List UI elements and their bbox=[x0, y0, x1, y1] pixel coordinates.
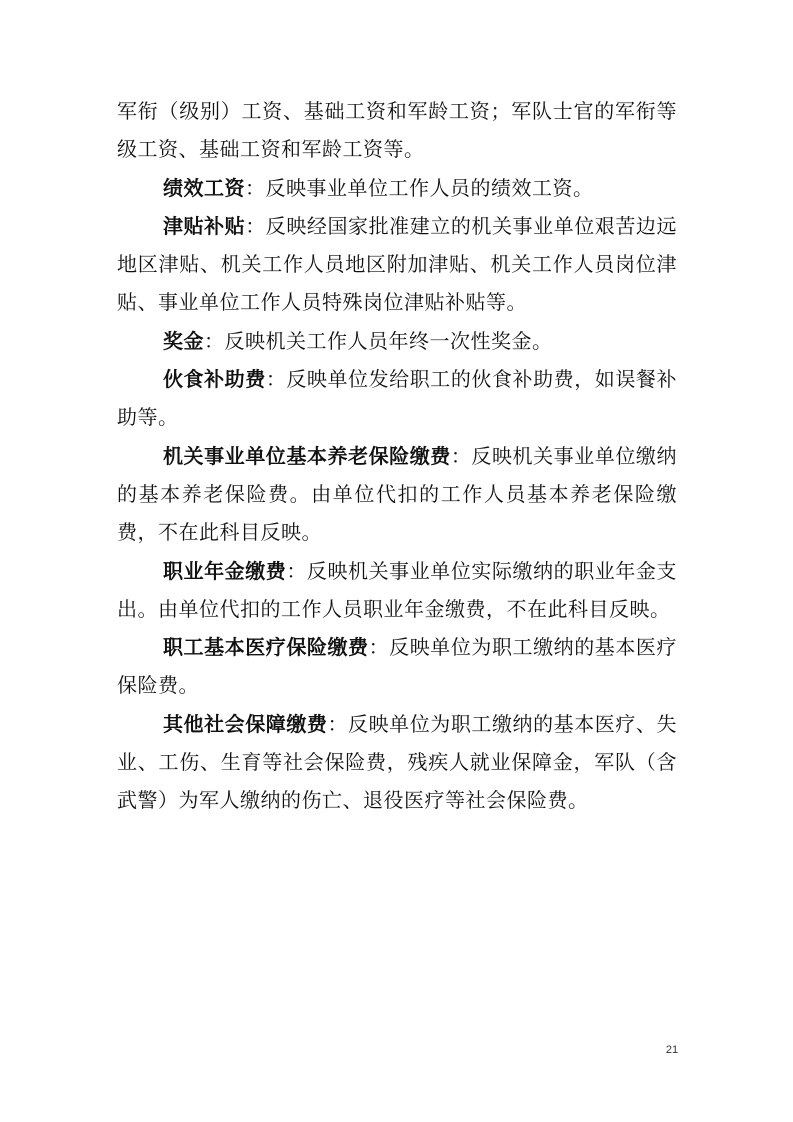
paragraph-meal-subsidy bbox=[117, 360, 677, 437]
paragraph-bonus bbox=[117, 322, 677, 360]
definition-basic-medical-insurance: ：反映单位为职工缴纳的基本医疗保险费。 bbox=[117, 635, 677, 698]
definition-occupational-annuity: ：反映机关事业单位实际缴纳的职业年金支出。由单位代扣的工作人员职业年金缴费，不在此科目反映。 bbox=[117, 558, 677, 621]
paragraph-basic-medical-insurance bbox=[117, 628, 677, 705]
definition-allowances-subsidies: ：反映经国家批准建立的机关事业单位艰苦边远地区津贴、机关工作人员地区附加津贴、机关工作人员岗位津贴、事业单位工作人员特殊岗位津贴补贴等。 bbox=[117, 213, 677, 315]
term-other-social-security: 其他社会保障缴费 bbox=[163, 711, 328, 736]
paragraph-military-wages-continued bbox=[117, 92, 677, 169]
term-occupational-annuity: 职业年金缴费 bbox=[163, 558, 287, 583]
term-meal-subsidy: 伙食补助费 bbox=[163, 367, 266, 392]
term-basic-medical-insurance: 职工基本医疗保险缴费 bbox=[163, 635, 369, 660]
term-basic-pension-contribution: 机关事业单位基本养老保险缴费 bbox=[163, 443, 451, 468]
term-bonus: 奖金 bbox=[163, 328, 204, 353]
paragraph-text: 军衔（级别）工资、基础工资和军龄工资；军队士官的军衔等级工资、基础工资和军龄工资等。 bbox=[117, 99, 677, 162]
paragraph-allowances-subsidies bbox=[117, 207, 677, 322]
term-performance-wages: 绩效工资 bbox=[163, 175, 245, 200]
paragraph-performance-wages bbox=[117, 169, 677, 207]
definition-meal-subsidy: ：反映单位发给职工的伙食补助费，如误餐补助等。 bbox=[117, 367, 677, 430]
definition-basic-pension-contribution: ：反映机关事业单位缴纳的基本养老保险费。由单位代扣的工作人员基本养老保险缴费，不在此科目反映。 bbox=[117, 443, 677, 545]
definition-other-social-security: ：反映单位为职工缴纳的基本医疗、失业、工伤、生育等社会保险费，残疾人就业保障金，军队（含武警）为军人缴纳的伤亡、退役医疗等社会保险费。 bbox=[117, 711, 677, 813]
definition-bonus: ：反映机关工作人员年终一次性奖金。 bbox=[204, 328, 553, 353]
document-body bbox=[117, 92, 677, 820]
paragraph-occupational-annuity bbox=[117, 552, 677, 629]
definition-performance-wages: ：反映事业单位工作人员的绩效工资。 bbox=[245, 175, 594, 200]
page-number: 21 bbox=[665, 1044, 679, 1056]
paragraph-basic-pension-contribution bbox=[117, 437, 677, 552]
term-allowances-subsidies: 津贴补贴 bbox=[163, 213, 246, 238]
paragraph-other-social-security bbox=[117, 705, 677, 820]
